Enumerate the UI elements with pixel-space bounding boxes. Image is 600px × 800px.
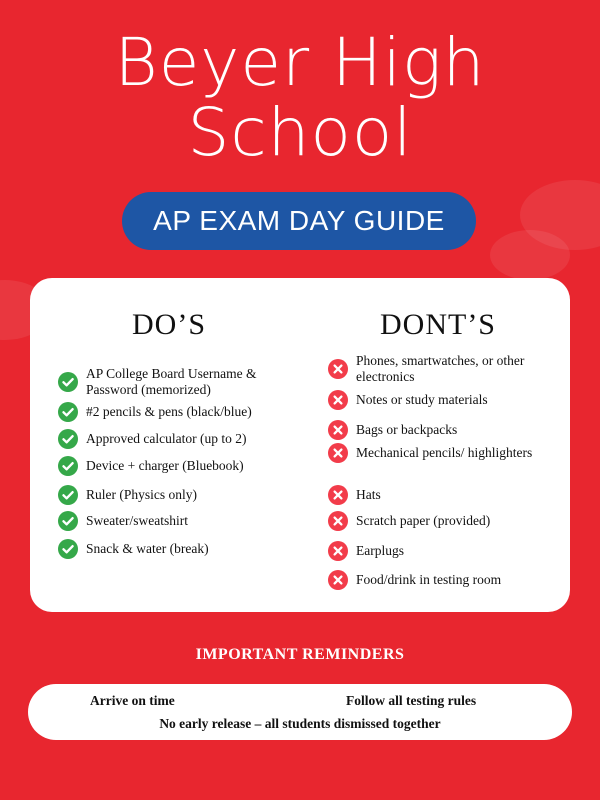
- reminder-item: No early release – all students dismissed together: [159, 716, 441, 731]
- cross-icon: [328, 541, 348, 561]
- reminder-item: Arrive on time: [90, 693, 175, 708]
- check-icon: [58, 372, 78, 392]
- check-icon: [58, 539, 78, 559]
- cross-icon: [328, 420, 348, 440]
- do-item: [58, 404, 298, 420]
- do-item: [58, 513, 298, 529]
- cross-icon: [328, 359, 348, 379]
- check-icon: [58, 485, 78, 505]
- reminders-box: [28, 684, 572, 740]
- dont-item-label: Scratch paper (provided): [356, 513, 491, 528]
- dont-item-label: Food/drink in testing room: [356, 572, 502, 587]
- dos-donts-card: [30, 278, 570, 612]
- dont-item: [328, 422, 558, 438]
- do-item: [58, 487, 298, 503]
- dont-item-label: Hats: [356, 487, 381, 502]
- dont-item: [328, 353, 558, 385]
- cross-icon: [328, 485, 348, 505]
- dont-item: [328, 487, 558, 503]
- cross-icon: [328, 570, 348, 590]
- do-item: [58, 431, 298, 447]
- do-item-label: Approved calculator (up to 2): [86, 431, 247, 446]
- do-item-label: AP College Board Username & Password (memorized): [86, 366, 257, 397]
- do-item: [58, 366, 298, 398]
- school-name-line-2: School: [187, 94, 413, 171]
- dont-item-label: Phones, smartwatches, or other electronics: [356, 353, 525, 384]
- dont-item: [328, 392, 558, 408]
- dont-item: [328, 445, 558, 461]
- school-name-line-1: Beyer High: [114, 24, 486, 101]
- cross-icon: [328, 390, 348, 410]
- do-item: [58, 541, 298, 557]
- donts-heading: DONT’S: [380, 308, 496, 341]
- cross-icon: [328, 443, 348, 463]
- do-item-label: Snack & water (break): [86, 541, 209, 556]
- check-icon: [58, 511, 78, 531]
- check-icon: [58, 429, 78, 449]
- dont-item: [328, 513, 558, 529]
- do-item-label: Ruler (Physics only): [86, 487, 197, 502]
- dont-item-label: Earplugs: [356, 543, 404, 558]
- do-item-label: #2 pencils & pens (black/blue): [86, 404, 252, 419]
- do-item-label: Device + charger (Bluebook): [86, 458, 244, 473]
- guide-title-badge: AP EXAM DAY GUIDE: [122, 192, 476, 250]
- dont-item-label: Notes or study materials: [356, 392, 488, 407]
- do-item-label: Sweater/sweatshirt: [86, 513, 188, 528]
- dos-heading: DO’S: [132, 308, 207, 341]
- reminder-item: Follow all testing rules: [346, 693, 477, 708]
- dont-item: [328, 572, 558, 588]
- do-item: [58, 458, 298, 474]
- dont-item: [328, 543, 558, 559]
- background-cloud-right-2: [490, 230, 570, 280]
- dont-item-label: Mechanical pencils/ highlighters: [356, 445, 533, 460]
- reminders-heading: IMPORTANT REMINDERS: [195, 646, 405, 663]
- cross-icon: [328, 511, 348, 531]
- check-icon: [58, 402, 78, 422]
- check-icon: [58, 456, 78, 476]
- dont-item-label: Bags or backpacks: [356, 422, 458, 437]
